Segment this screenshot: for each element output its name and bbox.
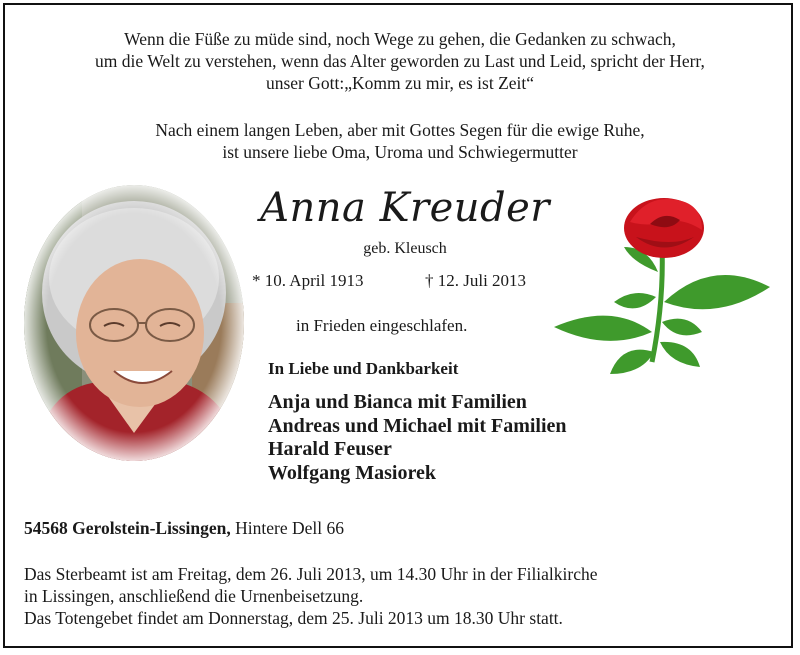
portrait-photo bbox=[22, 183, 246, 463]
mourner-name: Harald Feuser bbox=[268, 438, 392, 460]
address bbox=[24, 518, 344, 539]
deceased-name: Anna Kreuder bbox=[260, 185, 550, 231]
service-line: Das Totengebet findet am Donnerstag, dem 25. Juli 2013 um 18.30 Uhr statt. bbox=[24, 608, 563, 628]
mourner-name: Anja und Bianca mit Familien bbox=[268, 391, 527, 413]
death-date: † 12. Juli 2013 bbox=[425, 271, 527, 290]
maiden-name: geb. Kleusch bbox=[363, 240, 447, 257]
address-street: Hintere Dell 66 bbox=[235, 518, 345, 538]
birth-date: * 10. April 1913 bbox=[252, 271, 364, 290]
mourners-list bbox=[268, 391, 567, 485]
poem-line: unser Gott:„Komm zu mir, es ist Zeit“ bbox=[265, 73, 535, 93]
service-line: Das Sterbeamt ist am Freitag, dem 26. Juli 2013, um 14.30 Uhr in der Filialkirche bbox=[24, 564, 598, 584]
service-info bbox=[24, 563, 598, 629]
poem bbox=[0, 28, 800, 94]
mourner-name: Wolfgang Masiorek bbox=[268, 461, 436, 484]
service-line: in Lissingen, anschließend die Urnenbeisetzung. bbox=[24, 586, 364, 606]
rose-icon bbox=[552, 192, 772, 377]
gratitude-heading: In Liebe und Dankbarkeit bbox=[268, 359, 459, 378]
mourner-name: Andreas und Michael mit Familien bbox=[268, 414, 567, 437]
peace-note: in Frieden eingeschlafen. bbox=[296, 316, 468, 335]
intro-line: Nach einem langen Leben, aber mit Gottes Segen für die ewige Ruhe, bbox=[155, 120, 645, 140]
intro-line: ist unsere liebe Oma, Uroma und Schwiegermutter bbox=[222, 142, 578, 162]
address-city: 54568 Gerolstein-Lissingen, bbox=[24, 518, 231, 538]
poem-line: Wenn die Füße zu müde sind, noch Wege zu gehen, die Gedanken zu schwach, bbox=[124, 29, 676, 49]
intro-text bbox=[0, 119, 800, 163]
poem-line: um die Welt zu verstehen, wenn das Alter geworden zu Last und Leid, spricht der Herr, bbox=[95, 51, 705, 71]
